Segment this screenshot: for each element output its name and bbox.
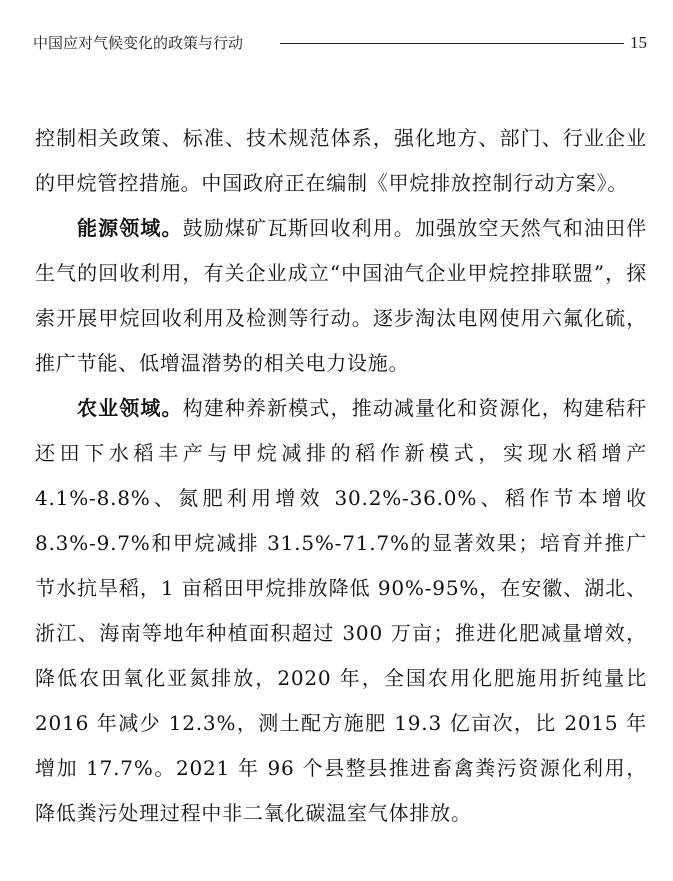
paragraph-text: 构建种养新模式，推动减量化和资源化，构建秸秆还田下水稻丰产与甲烷减排的稻作新模式，实现水稻增产 4.1%-8.8%、氮肥利用增效 30.2%-36.0%、稻作节本增收 8.3%-9.7%和甲烷减排 31.5%-71.7%的显著效果；培育并推广节水抗旱稻，1 亩稻田甲烷排放降低 90%-95%，在安徽、湖北、浙江、海南等地年种植面积超过 300 万亩；推进化肥减量增效，降低农田氧化亚氮排放，2020 年，全国农用化肥施用折纯量比 2016 年减少 12.3%，测土配方施肥 19.3 亿亩次，比 2015 年增加 17.7%。2021 年 96 个县整县推进畜禽粪污资源化利用，降低粪污处理过程中非二氧化碳温室气体排放。 (35, 396, 648, 825)
running-header-title: 中国应对气候变化的政策与行动 (33, 34, 244, 52)
header-rule (280, 43, 624, 44)
paragraph-continuation (35, 116, 647, 206)
running-header (33, 32, 647, 56)
body-text (35, 116, 647, 836)
paragraph-lead-heading: 农业领域。 (77, 396, 183, 420)
paragraph-agriculture-sector (35, 386, 647, 836)
paragraph-text: 控制相关政策、标准、技术规范体系，强化地方、部门、行业企业的甲烷管控措施。中国政府正在编制《甲烷排放控制行动方案》。 (35, 126, 647, 195)
page-number: 15 (630, 33, 647, 52)
paragraph-energy-sector (35, 206, 647, 386)
paragraph-lead-heading: 能源领域。 (77, 216, 183, 240)
paragraph-text: 鼓励煤矿瓦斯回收利用。加强放空天然气和油田伴生气的回收利用，有关企业成立“中国油气企业甲烷控排联盟”，探索开展甲烷回收利用及检测等行动。逐步淘汰电网使用六氟化硫，推广节能、低增温潜势的相关电力设施。 (35, 216, 648, 375)
